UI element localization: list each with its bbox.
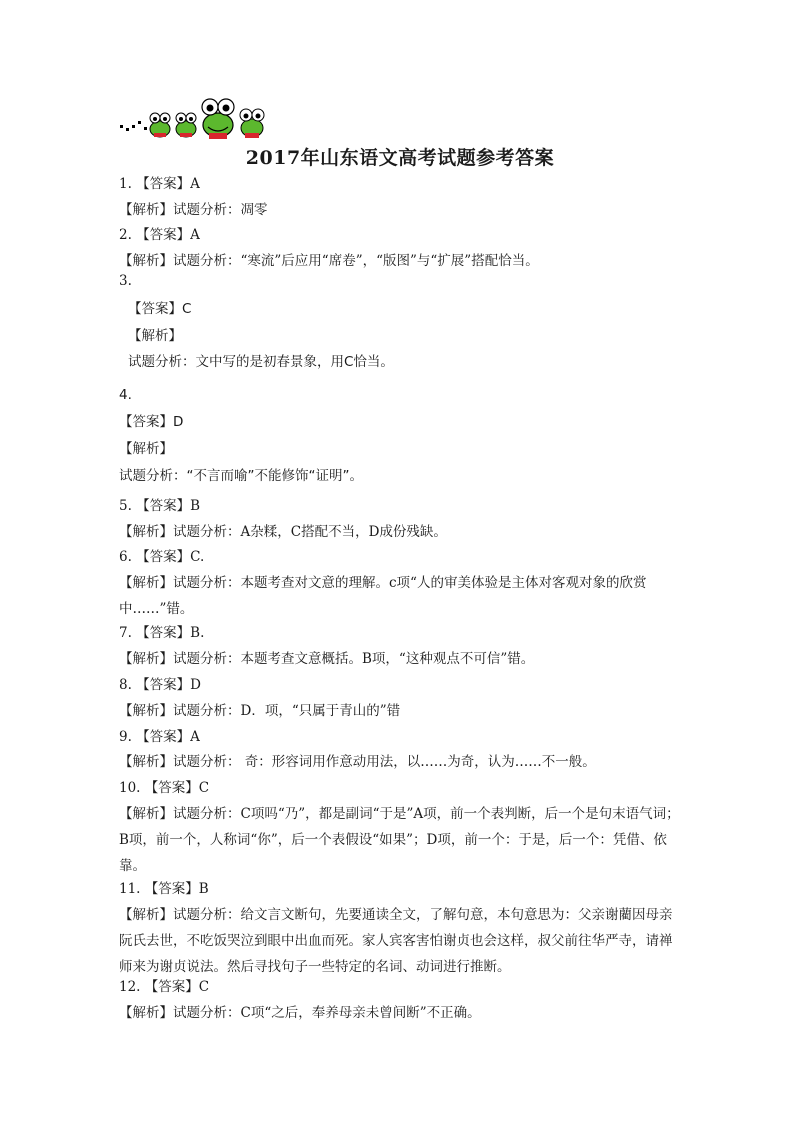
answer-2: 2. 【答案】A — [119, 227, 200, 243]
analysis-3-heading: 【解析】 — [128, 328, 182, 344]
analysis-12: 【解析】试题分析：C项“之后，奉养母亲未曾间断”不正确。 — [119, 1005, 481, 1021]
answer-6: 6. 【答案】C. — [119, 549, 205, 565]
page-title: 2017年山东语文高考试题参考答案 — [245, 147, 555, 169]
answer-1: 1. 【答案】A — [119, 176, 200, 192]
answer-12: 12. 【答案】C — [119, 979, 210, 995]
analysis-10: 【解析】试题分析：C项吗“乃”，都是副词“于是”A项，前一个表判断，后一个是句末语气词；B项，前一个，人称词“你”，后一个表假设“如果”；D项，前一个：于是，后一个：凭借、依靠。 — [119, 806, 680, 874]
analysis-5: 【解析】试题分析：A杂糅，C搭配不当，D成份残缺。 — [119, 524, 447, 540]
frog-icon-large — [202, 99, 234, 139]
answer-7: 7. 【答案】B. — [119, 625, 205, 641]
analysis-1: 【解析】试题分析：凋零 — [119, 202, 268, 218]
frog-icon-small-2 — [176, 113, 196, 137]
analysis-9: 【解析】试题分析： 奇：形容词用作意动用法，以……为奇，认为……不一般。 — [119, 754, 596, 770]
analysis-3: 试题分析：文中写的是初春景象，用C恰当。 — [128, 354, 394, 370]
answer-10: 10. 【答案】C — [119, 780, 210, 796]
analysis-4-heading: 【解析】 — [119, 441, 173, 457]
frog-icon-small-3 — [240, 109, 264, 138]
frog-clipart-decoration — [118, 95, 278, 141]
question-3-number: 3. — [119, 273, 132, 289]
analysis-6: 【解析】试题分析：本题考查对文意的理解。c项“人的审美体验是主体对客观对象的欣赏中……”错。 — [119, 575, 647, 617]
analysis-4: 试题分析：“不言而喻”不能修饰“证明”。 — [119, 468, 363, 484]
analysis-8: 【解析】试题分析：D．项，“只属于青山的”错 — [119, 703, 401, 719]
analysis-11: 【解析】试题分析：给文言文断句，先要通读全文，了解句意，本句意思为：父亲谢藺因母亲阮氏去世，不吃饭哭泣到眼中出血而死。家人宾客害怕谢贞也会这样，叔父前往华严寺，请禅师来为谢贞说法。然后寻找句子一些特定的名词、动词进行推断。 — [119, 907, 673, 975]
answer-5: 5. 【答案】B — [119, 498, 201, 514]
frog-icon-small-1 — [150, 113, 170, 137]
answer-11: 11. 【答案】B — [119, 881, 209, 897]
sparkle-icon — [120, 121, 147, 131]
question-4-number: 4. — [119, 387, 132, 403]
analysis-2: 【解析】试题分析：“寒流”后应用“席卷”，“版图”与“扩展”搭配恰当。 — [119, 253, 539, 269]
answer-8: 8. 【答案】D — [119, 677, 201, 693]
answer-9: 9. 【答案】A — [119, 729, 200, 745]
answer-3: 【答案】C — [128, 301, 192, 317]
analysis-7: 【解析】试题分析：本题考查文意概括。B项，“这种观点不可信”错。 — [119, 651, 535, 667]
answer-4: 【答案】D — [119, 414, 184, 430]
